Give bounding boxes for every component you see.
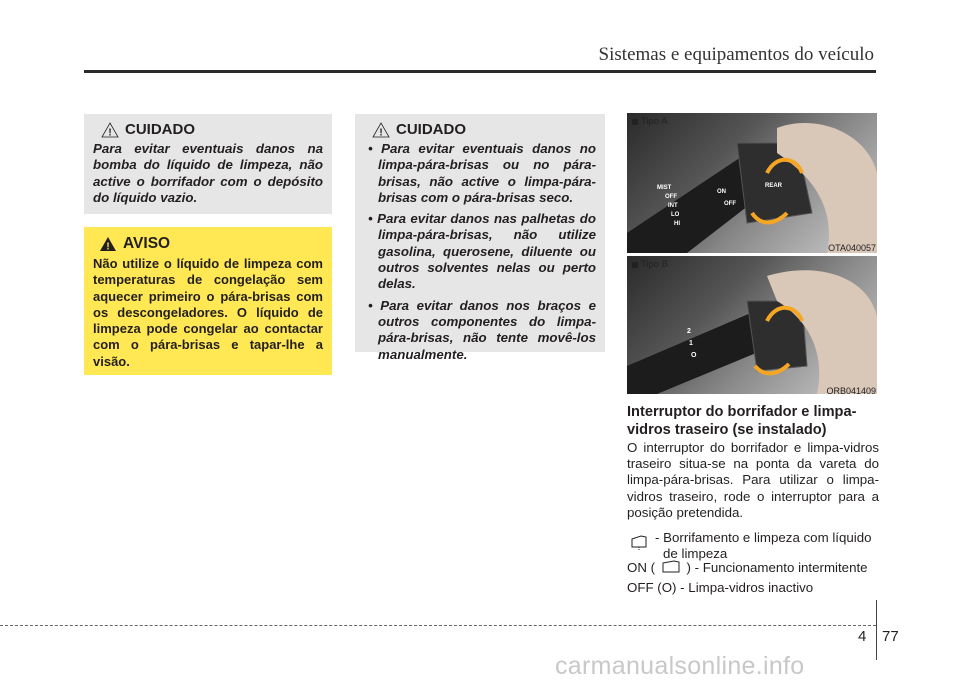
item-off: OFF (O) - Limpa-vidros inactivo <box>627 580 814 595</box>
caution-bullet: • Para evitar eventuais danos no limpa-pára-brisas ou no pára-brisas, não active o limpa-pára-brisas com o pára-brisas seco. <box>368 141 596 205</box>
washer-spray-icon <box>629 533 649 553</box>
figure-b-label: Tipo B <box>632 259 668 270</box>
section-body: O interruptor do borrifador e limpa-vidros traseiro situa-se na ponta da vareta do limpa-pára-brisas. Para utilizar o limpa-vidros traseiro, rode o interruptor para a posição pretendida. <box>627 440 879 520</box>
caution-box-1 <box>84 114 332 214</box>
caution-bullet: • Para evitar danos nos braços e outros componentes do limpa-pára-brisas, não tente movê-los manualmente. <box>368 297 596 362</box>
square-bullet-icon <box>632 262 638 268</box>
page-header-title: Sistemas e equipamentos do veículo <box>598 44 874 65</box>
warning-box <box>84 227 332 375</box>
svg-text:!: ! <box>106 241 110 252</box>
figure-type-b <box>627 256 877 394</box>
page-number: 77 <box>882 628 899 645</box>
stalk-mark-1: 1 <box>689 340 693 347</box>
stalk-mark-o: O <box>691 352 697 359</box>
caution-triangle-icon <box>372 122 390 138</box>
caution-title-2: CUIDADO <box>396 121 466 138</box>
stalk-mark-rear-off: OFF <box>724 201 736 207</box>
caution-text-1: Para evitar eventuais danos na bomba do líquido de limpeza, não active o borrifador com o depósito do líquido vazio. <box>93 141 323 205</box>
watermark: carmanualsonline.info <box>555 652 805 680</box>
stalk-mark-off: OFF <box>665 194 677 200</box>
figure-b-code: ORB041409 <box>826 386 876 396</box>
caution-bullet-list <box>364 141 596 363</box>
item-washer-line1: - Borrifamento e limpeza com líquido <box>655 530 872 545</box>
wiper-stalk-photo-a <box>627 113 877 253</box>
warning-text: Não utilize o líquido de limpeza com temperaturas de congelação sem aquecer primeiro o pára-brisas com os descongeladores. O líquido de limpeza pode congelar ao contactar com o pára-brisas e tapar-lhe a visão. <box>93 256 323 369</box>
footer-rule <box>0 625 876 626</box>
item-washer-line2: de limpeza <box>663 546 728 561</box>
caution-title-1: CUIDADO <box>125 121 195 138</box>
stalk-mark-rear: REAR <box>765 183 783 189</box>
footer-divider <box>876 600 877 660</box>
stalk-mark-hi: HI <box>674 221 680 227</box>
caution-triangle-icon <box>101 122 119 138</box>
item-on-suffix: ) - Funcionamento intermitente <box>686 560 868 575</box>
figure-a-label: Tipo A <box>632 116 668 127</box>
stalk-mark-lo: LO <box>671 212 680 218</box>
caution-box-2 <box>355 114 605 362</box>
stalk-mark-on: ON <box>717 189 726 195</box>
stalk-mark-2: 2 <box>687 328 691 335</box>
square-bullet-icon <box>632 119 638 125</box>
warning-title: AVISO <box>123 235 171 252</box>
figure-a-code: OTA040057 <box>828 243 876 253</box>
caution-bullet: • Para evitar danos nas palhetas do limpa-pára-brisas, não utilize gasolina, querosene, diluente ou outros solventes nelas ou perto delas. <box>368 211 596 292</box>
chapter-number: 4 <box>858 628 867 645</box>
figure-type-a <box>627 113 877 253</box>
item-on-prefix: ON ( <box>627 560 656 575</box>
header-rule <box>84 70 876 73</box>
item-on <box>627 560 882 576</box>
stalk-mark-mist: MIST <box>657 185 672 191</box>
warning-triangle-icon <box>99 236 117 252</box>
svg-text:!: ! <box>379 127 383 138</box>
rear-wiper-intermittent-icon <box>661 560 681 574</box>
section-title: Interruptor do borrifador e limpa-vidros traseiro (se instalado) <box>627 404 857 438</box>
stalk-mark-int: INT <box>668 203 678 209</box>
item-washer <box>627 530 882 562</box>
svg-text:!: ! <box>108 127 112 138</box>
wiper-stalk-photo-b <box>627 256 877 394</box>
